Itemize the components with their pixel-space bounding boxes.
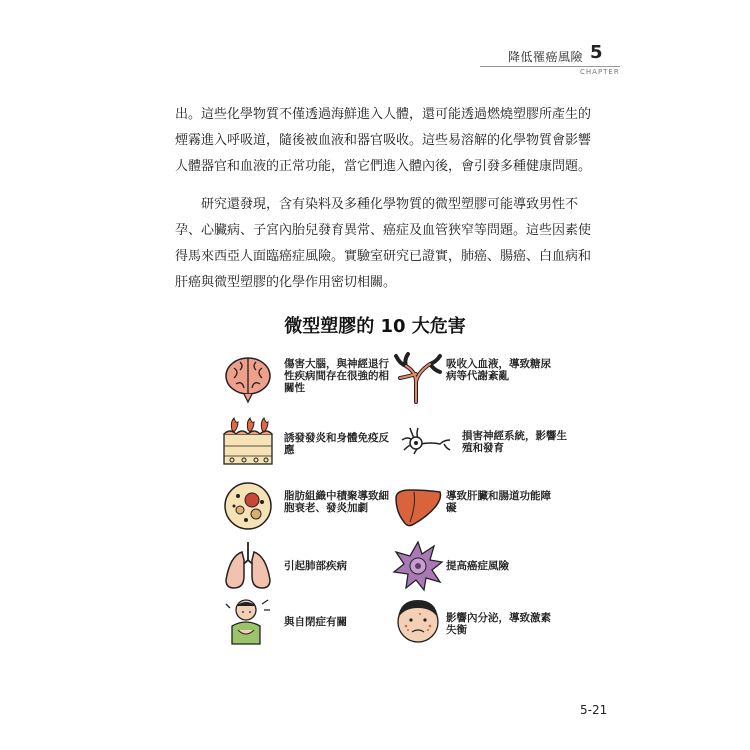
hazard-label-1: 傷害大腦，與神經退行性疾病間存在很強的相關性 [284, 358, 389, 394]
paragraph-2: 研究還發現，含有染料及多種化學物質的微型塑膠可能導致男性不孕、心臟病、子宮內胎兒發育異常、癌症及血管狹窄等問題。這些因素使得馬來西亞人面臨癌症風險。實驗室研究已證實，肺癌、腸癌、白血病和肝癌與微型塑膠的化學作用密切相關。 [175, 197, 592, 290]
fat-cell-icon [222, 480, 274, 532]
liver-icon [392, 482, 444, 534]
chapter-number: 5 [590, 42, 603, 63]
lungs-icon [222, 540, 274, 592]
acne-face-icon [392, 596, 444, 648]
hazard-label-7: 引起肺部疾病 [284, 560, 347, 572]
neuron-icon [392, 418, 460, 470]
hazard-label-5: 脂肪組織中積聚導致細胞衰老、發炎加劇 [284, 490, 389, 514]
chapter-label: CHAPTER [580, 68, 620, 76]
blood-vessel-icon [392, 352, 444, 404]
hazard-label-10: 影響內分泌，導致激素失衡 [446, 612, 551, 636]
brain-icon [222, 352, 274, 404]
page-number: 5-21 [580, 703, 608, 717]
hazard-label-8: 提高癌症風險 [446, 560, 509, 572]
chapter-title: 降低罹癌風險 [508, 50, 584, 64]
paragraph-1: 出。這些化學物質不僅透過海鮮進入人體，還可能透過燃燒塑膠所產生的煙霧進入呼吸道，隨後被血液和器官吸收。這些易溶解的化學物質會影響人體器官和血液的正常功能，當它們進入體內後，會引發多種健康問題。 [175, 107, 592, 174]
hazard-label-4: 損害神經系統，影響生殖和發育 [462, 430, 567, 454]
header-rule [480, 66, 620, 67]
cancer-cell-icon [392, 540, 444, 592]
inflamed-skin-icon [222, 416, 274, 468]
hazard-label-6: 導致肝臟和腸道功能障礙 [446, 490, 551, 514]
body-text [175, 102, 600, 296]
sad-child-icon [222, 596, 274, 648]
figure-title: 微型塑膠的 10 大危害 [284, 316, 466, 337]
hazard-label-2: 吸收入血液，導致糖尿病等代謝紊亂 [446, 358, 551, 382]
chapter-header [480, 44, 620, 80]
hazard-label-3: 誘發發炎和身體免疫反應 [284, 432, 389, 456]
hazard-label-9: 與自閉症有關 [284, 616, 347, 628]
